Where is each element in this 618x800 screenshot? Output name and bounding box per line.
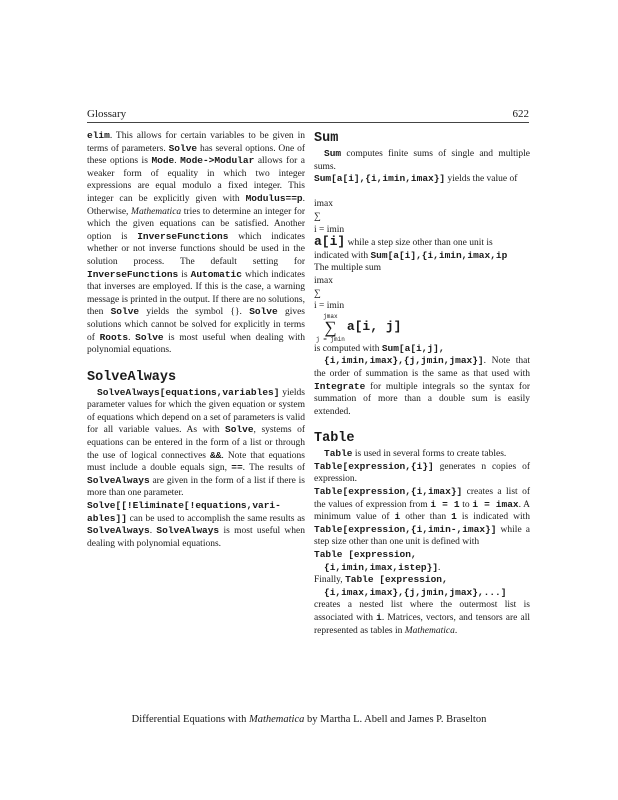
solve-options-paragraph: elim. This allows for certain variables to be given in terms of parameters. Solve has several options. One of these options is Mode. Mode->Modular allows for a weaker form of equality in which two integer expressions are equal modulo a fixed integer. This integer can be explicitly given with Modulus==p. Otherwise, Mathematica tries to determine an integer for which the given equations can be satisfied. Another option is InverseFunctions which indicates whether or not inverse functions should be used in the solution process. The default setting for InverseFunctions is Automatic which indicates that inverses are employed. If this is the case, a warning message is printed in the output. If there are no solutions, then Solve yields the symbol {}. Solve gives solutions which cannot be solved for explicitly in terms of Roots. Solve is most useful when dealing with polynomial equations. <box>87 130 306 356</box>
header-page-number: 622 <box>512 108 529 120</box>
multiple-sum-computed: is computed with Sum[a[i,j], <box>314 342 445 354</box>
table-imax-paragraph: Table[expression,{i,imax}] creates a list of the values of expression from i = 1 to i = imax. A minimum value of i other than 1 is indicated with Table[expression,{i,imin-,imax}] while a step size other than one unit is defined with <box>314 486 531 548</box>
sum-intro: Sum computes finite sums of single and multiple sums. <box>314 148 530 172</box>
solvealways-paragraph: SolveAlways[equations,variables] yields parameter values for which the given equation or system of equations which depend on a set of parameters is valid for all variable values. As with Solve, systems of equations can be entered in the form of a list or through the use of logical connectives &&. Note that equations must include a double equals sign, ==. The results of SolveAlways are given in the form of a list if there is more than one parameter. <box>87 386 305 499</box>
sum-step-paragraph: indicated with Sum[a[i],{i,imin,imax,ip <box>314 249 508 261</box>
eliminate-paragraph: Solve[[!Eliminate[!equations,vari-ables]] can be used to accomplish the same results as SolveAlways. SolveAlways is most useful when dealing with polynomial equations. <box>87 500 306 549</box>
summation-sign-j: jmax ∑ j = jmin <box>316 312 345 343</box>
multiple-sum-note: {i,imin,imax},{j,jmin,jmax}]. Note that the order of summation is the same as that used with Integrate for multiple integrals so the syntax for summation of more than a double sum is easily extended. <box>314 355 530 417</box>
heading-table: Table <box>314 431 355 447</box>
header-section-title: Glossary <box>87 108 127 120</box>
table-step-code: Table [expression, <box>314 549 417 561</box>
right-column: Sum Sum computes finite sums of single and multiple sums. Sum[a[i],{i,imin,imax}] yields the value of imax ∑ i = imin a[i] while a step size other than one unit is indicated with Sum[a[i],{i,imin,imax,ip The multiple sum imax ∑ i = imin jmax ∑ j = jmin a[i, j] is computed with Sum[a[i,j], {i,imin,imax},{j,jmin,jmax}]. Note that the order of summation is the same as that used with Integrate for multiple integrals so the syntax for summation of more than a double sum is easily extended. Table Table is used in several forms to create tables. Table[expression,{i}] generates n copies of expression. Table[expression,{i,imax}] creates a list of the values of expression from i = 1 to i = imax. A minimum value of i other than 1 is indicated with Table[expression,{i,imin-,imax}] while a step size other than one unit is defined with Table [expression, {i,imin,imax,istep}]. Finally, Table [expression, {i,imax,imax},{j,jmin,jmax},...] creates a nested list where the outermost list is associated with i. Matrices, vectors, and tensors are all represented as tables in Mathematica. <box>314 131 531 636</box>
table-nested-paragraph: {i,imax,imax},{j,jmin,jmax},...] creates a nested list where the outermost list is associated with i. Matrices, vectors, and tensors are all represented as tables in Mathematica. <box>314 586 530 636</box>
table-step-args: {i,imin,imax,istep}]. <box>324 561 441 573</box>
sum-single-paragraph: Sum[a[i],{i,imin,imax}] yields the value of <box>314 173 518 185</box>
heading-sum: Sum <box>314 131 339 146</box>
table-copies: Table[expression,{i}] generates n copies of expression. <box>314 460 530 485</box>
page-footer: Differential Equations with Mathematica by Martha L. Abell and James P. Braselton <box>131 714 487 725</box>
left-column <box>87 130 305 550</box>
table-intro: Table is used in several forms to create tables. <box>324 448 507 460</box>
heading-solvealways: SolveAlways <box>87 369 177 385</box>
table-nested-code: Finally, Table [expression, <box>314 574 448 586</box>
running-header <box>87 108 529 123</box>
multiple-sum-formula: The multiple sum <box>314 263 382 274</box>
single-sum-formula <box>314 186 530 199</box>
